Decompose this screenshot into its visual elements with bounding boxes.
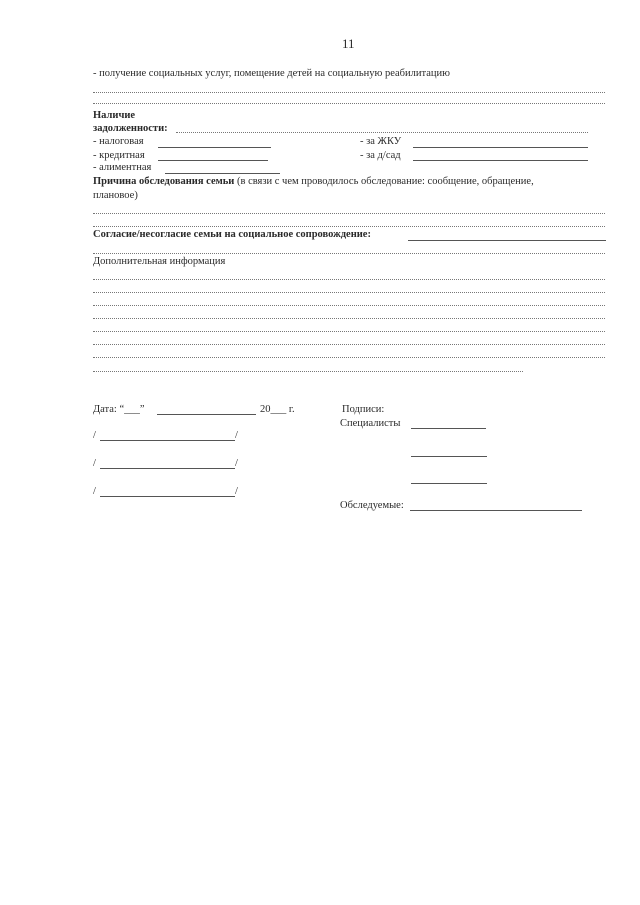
- signature-line: [411, 428, 486, 429]
- fill-line: [93, 318, 605, 319]
- fill-line: [413, 160, 588, 161]
- fill-line: [413, 147, 588, 148]
- debt-kindergarten-label: - за д/сад: [360, 150, 401, 161]
- reason-block: [93, 176, 534, 189]
- fill-line: [93, 305, 605, 306]
- fill-line: [93, 92, 605, 93]
- fill-line: [93, 253, 605, 254]
- slash-mark: /: [93, 430, 96, 441]
- signature-line: [100, 496, 235, 497]
- fill-line: [408, 240, 606, 241]
- debt-tax-label: - налоговая: [93, 136, 144, 147]
- specialists-label: Специалисты: [340, 418, 401, 429]
- fill-line: [93, 213, 605, 214]
- date-label: Дата: “___”: [93, 404, 145, 415]
- signature-line: [100, 468, 235, 469]
- fill-line: [93, 226, 605, 227]
- additional-info-label: Дополнительная информация: [93, 256, 226, 267]
- date-year: 20___ г.: [260, 404, 295, 415]
- fill-line: [93, 103, 605, 104]
- slash-mark: /: [93, 458, 96, 469]
- reason-note-2: плановое): [93, 190, 138, 201]
- slash-mark: /: [235, 458, 238, 469]
- date-month-line: [157, 414, 256, 415]
- signature-line: [411, 456, 487, 457]
- consent-heading: Согласие/несогласие семьи на социальное сопровождение:: [93, 229, 371, 240]
- fill-line: [93, 279, 605, 280]
- signature-line: [410, 510, 582, 511]
- debt-heading-2: задолженности:: [93, 123, 168, 134]
- signature-line: [100, 440, 235, 441]
- fill-line: [158, 147, 271, 148]
- debt-credit-label: - кредитная: [93, 150, 145, 161]
- page-number: 11: [342, 36, 355, 51]
- fill-line: [93, 331, 605, 332]
- fill-line: [93, 357, 605, 358]
- slash-mark: /: [235, 486, 238, 497]
- social-services-text: - получение социальных услуг, помещение детей на социальную реабилитацию: [93, 68, 450, 79]
- reason-heading: Причина обследования семьи: [93, 176, 235, 187]
- signatures-heading: Подписи:: [342, 404, 385, 415]
- fill-line: [165, 173, 280, 174]
- signature-line: [411, 483, 487, 484]
- examined-label: Обследуемые:: [340, 500, 404, 511]
- debt-heading: Наличие: [93, 110, 136, 121]
- fill-line: [158, 160, 268, 161]
- reason-note: (в связи с чем проводилось обследование: сообщение, обращение,: [234, 176, 534, 187]
- fill-line: [93, 344, 605, 345]
- fill-line: [93, 292, 605, 293]
- slash-mark: /: [235, 430, 238, 441]
- slash-mark: /: [93, 486, 96, 497]
- fill-line: [176, 132, 588, 133]
- debt-alimony-label: - алиментная: [93, 162, 152, 173]
- fill-line: [93, 371, 523, 372]
- debt-housing-label: - за ЖКУ: [360, 136, 402, 147]
